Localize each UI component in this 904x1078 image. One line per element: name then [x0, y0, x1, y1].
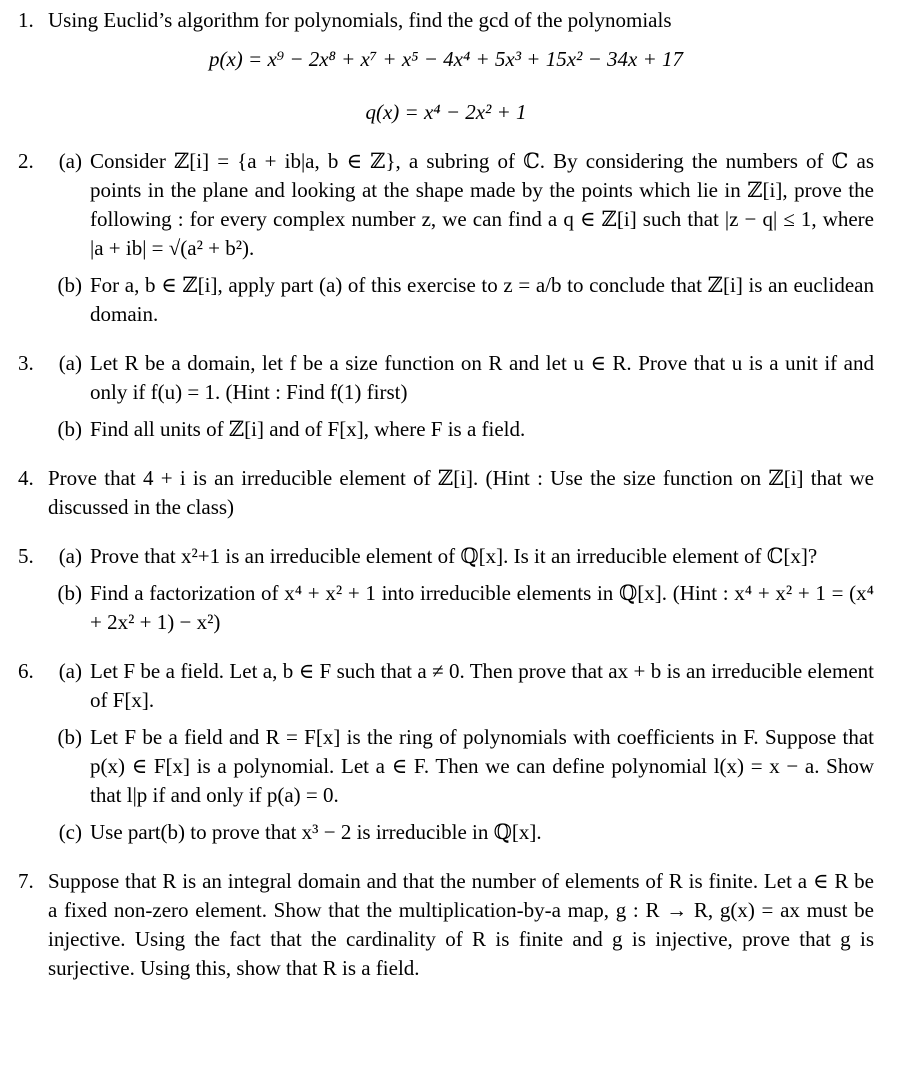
- problem-5: [18, 542, 874, 637]
- problem-number: 2.: [18, 149, 34, 173]
- problem-1: [18, 6, 874, 35]
- problem-text: Suppose that R is an integral domain and that the number of elements of R is finite. Let a ∈ R be a fixed non-zero element. Show that the multiplication-by-a map, g : R → R, g(x) = ax must be injective. Using the fact that the cardinality of R is finite and g is injective, prove that g is surjective. Using this, show that R is a field.: [48, 869, 874, 980]
- part-label: (b): [57, 581, 82, 605]
- part-label: (b): [57, 273, 82, 297]
- part-text: Let F be a field and R = F[x] is the ring of polynomials with coefficients in F. Suppose that p(x) ∈ F[x] is a polynomial. Let a ∈ F. Then we can define polynomial l(x) = x − a. Show that l|p if and only if p(a) = 0.: [90, 725, 874, 807]
- part-2b: [48, 271, 874, 329]
- part-5b: [48, 579, 874, 637]
- problem-7: [18, 867, 874, 983]
- problem-text: Using Euclid’s algorithm for polynomials, find the gcd of the polynomials: [48, 8, 672, 32]
- part-text: Let R be a domain, let f be a size function on R and let u ∈ R. Prove that u is a unit if and only if f(u) = 1. (Hint : Find f(1) first): [90, 351, 874, 404]
- part-3b: [48, 415, 874, 444]
- part-label: (c): [58, 820, 82, 844]
- part-6b: [48, 723, 874, 810]
- part-text: Let F be a field. Let a, b ∈ F such that a ≠ 0. Then prove that ax + b is an irreducible element of F[x].: [90, 659, 874, 712]
- problem-6: [18, 657, 874, 847]
- part-label: (a): [58, 149, 82, 173]
- problem-text: Prove that 4 + i is an irreducible element of ℤ[i]. (Hint : Use the size function on ℤ[i] that we discussed in the class): [48, 466, 874, 519]
- part-2a: [48, 147, 874, 263]
- part-text: Use part(b) to prove that x³ − 2 is irreducible in ℚ[x].: [90, 820, 542, 844]
- problem-number: 5.: [18, 544, 34, 568]
- part-label: (a): [58, 351, 82, 375]
- part-label: (a): [58, 544, 82, 568]
- part-label: (b): [57, 725, 82, 749]
- equation-p: p(x) = x⁹ − 2x⁸ + x⁷ + x⁵ − 4x⁴ + 5x³ + 15x² − 34x + 17: [208, 47, 683, 71]
- part-5a: [48, 542, 874, 571]
- problem-4: [18, 464, 874, 522]
- part-label: (b): [57, 417, 82, 441]
- part-6a: [48, 657, 874, 715]
- problem-2: [18, 147, 874, 329]
- part-text: Prove that x²+1 is an irreducible element of ℚ[x]. Is it an irreducible element of ℂ[x]?: [90, 544, 818, 568]
- part-text: Find a factorization of x⁴ + x² + 1 into irreducible elements in ℚ[x]. (Hint : x⁴ + x² + 1 = (x⁴ + 2x² + 1) − x²): [90, 581, 874, 634]
- part-text: Find all units of ℤ[i] and of F[x], where F is a field.: [90, 417, 526, 441]
- problem-number: 3.: [18, 351, 34, 375]
- equation-q: q(x) = x⁴ − 2x² + 1: [365, 100, 527, 124]
- problem-number: 1.: [18, 8, 34, 32]
- part-label: (a): [58, 659, 82, 683]
- problem-number: 6.: [18, 659, 34, 683]
- part-3a: [48, 349, 874, 407]
- problem-3: [18, 349, 874, 444]
- part-text: For a, b ∈ ℤ[i], apply part (a) of this exercise to z = a/b to conclude that ℤ[i] is an euclidean domain.: [90, 273, 874, 326]
- problem-number: 7.: [18, 869, 34, 893]
- problem-number: 4.: [18, 466, 34, 490]
- part-6c: [48, 818, 874, 847]
- part-text: Consider ℤ[i] = {a + ib|a, b ∈ ℤ}, a subring of ℂ. By considering the numbers of ℂ as points in the plane and looking at the shape made by the points which lie in ℤ[i], prove the following : for every complex number z, we can find a q ∈ ℤ[i] such that |z − q| ≤ 1, where |a + ib| = √(a² + b²).: [90, 149, 874, 260]
